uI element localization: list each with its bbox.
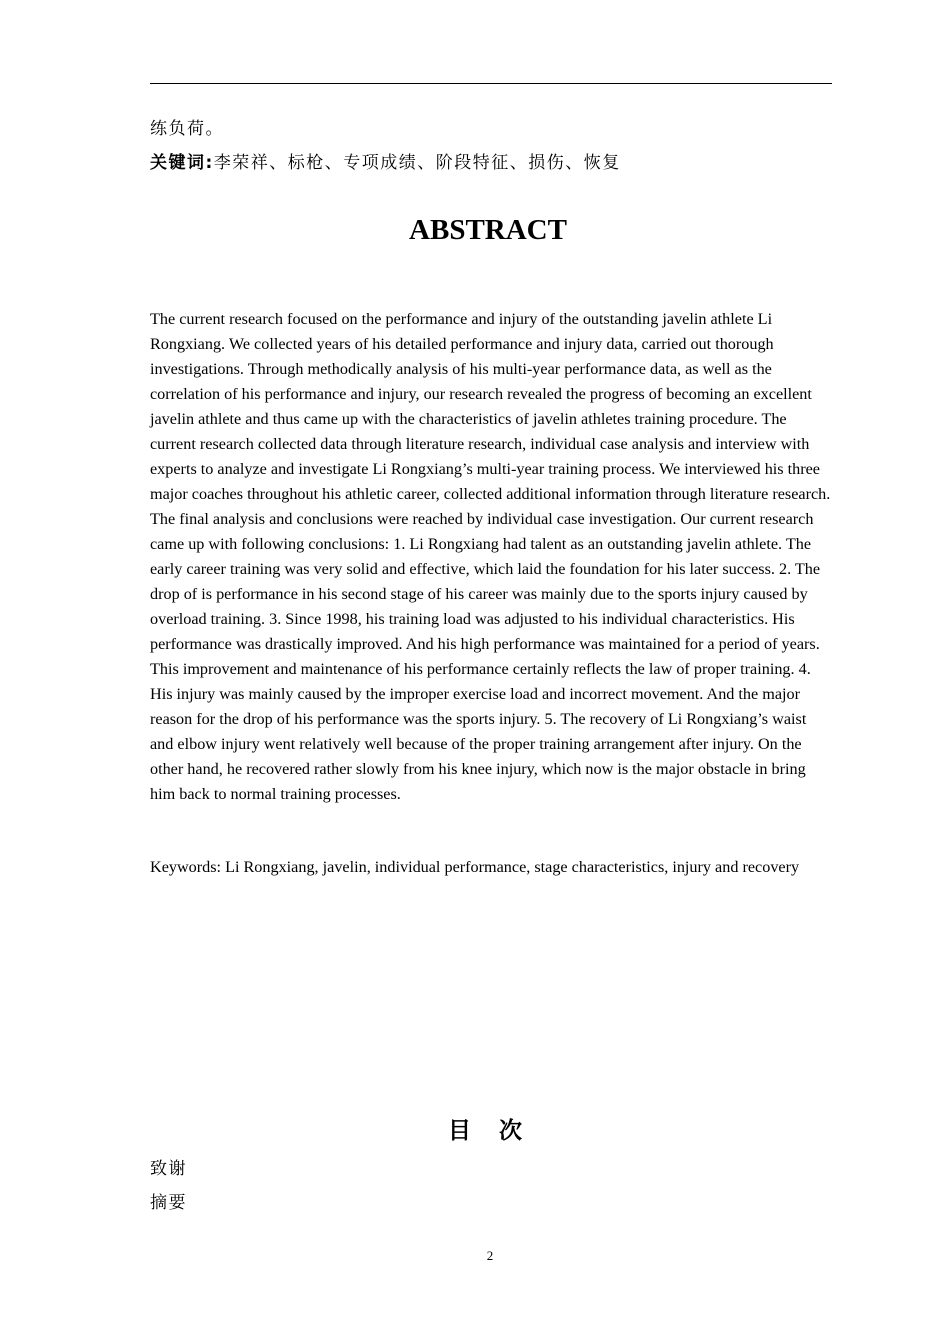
page-number: 2	[486, 1248, 494, 1263]
toc-title: 目 次	[447, 1118, 532, 1144]
toc-item-abstract: 摘要	[150, 1193, 187, 1213]
continued-text: 练负荷。	[150, 119, 224, 139]
header-rule	[150, 83, 832, 84]
toc-item-acknowledgements: 致谢	[150, 1159, 187, 1179]
chinese-keywords-label: 关键词:	[150, 153, 214, 173]
abstract-title: ABSTRACT	[409, 214, 567, 246]
chinese-keywords-value: 李荣祥、标枪、专项成绩、阶段特征、损伤、恢复	[213, 153, 621, 173]
abstract-body	[150, 307, 832, 807]
abstract-paragraph: The current research focused on the performance and injury of the outstanding javelin athlete Li Rongxiang. We collected years of his detailed performance and injury data, carried out thorough investigations. Through methodically analysis of his multi-year performance data, as well as the correlation of his performance and injury, our research revealed the progress of becoming an excellent javelin athlete and thus came up with the characteristics of javelin athletes training procedure. The current research collected data through literature research, individual case analysis and interview with experts to analyze and investigate Li Rongxiang’s multi-year training process. We interviewed his three major coaches throughout his athletic career, collected additional information through literature research. The final analysis and conclusions were reached by individual case investigation. Our current research came up with following conclusions: 1. Li Rongxiang had talent as an outstanding javelin athlete. The early career training was very solid and effective, which laid the foundation for his later success. 2. The drop of is performance in his second stage of his career was mainly due to the sports injury caused by overload training. 3. Since 1998, his training load was adjusted to his individual characteristics. His performance was drastically improved. And his high performance was maintained for a period of years. This improvement and maintenance of his performance certainly reflects the law of proper training. 4. His injury was mainly caused by the improper exercise load and incorrect movement. And the major reason for the drop of his performance was the sports injury. 5. The recovery of Li Rongxiang’s waist and elbow injury went relatively well because of the proper training arrangement after injury. On the other hand, he recovered rather slowly from his knee injury, which now is the major obstacle in bring him back to normal training processes.	[150, 310, 831, 803]
english-keywords: Keywords: Li Rongxiang, javelin, individual performance, stage characteristics, injury and recovery	[150, 858, 800, 876]
chinese-keywords	[150, 148, 621, 173]
